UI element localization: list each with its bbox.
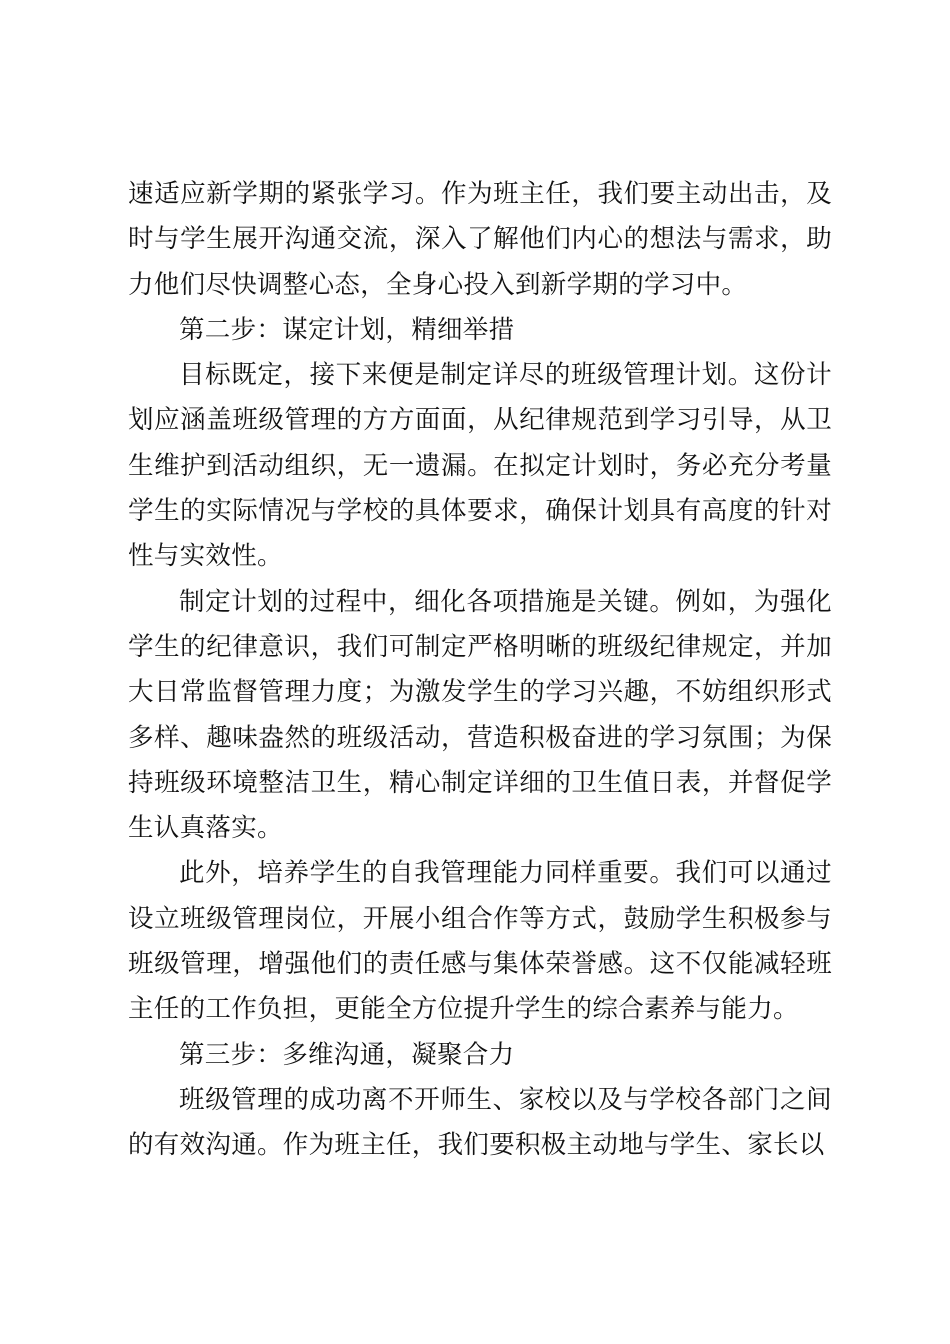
document-body — [128, 172, 832, 1169]
paragraph-continued: 速适应新学期的紧张学习。作为班主任，我们要主动出击，及时与学生展开沟通交流，深入了解他们内心的想法与需求，助力他们尽快调整心态，全身心投入到新学期的学习中。 — [128, 179, 832, 300]
paragraph: 制定计划的过程中，细化各项措施是关键。例如，为强化学生的纪律意识，我们可制定严格明晰的班级纪律规定，并加大日常监督管理力度；为激发学生的学习兴趣，不妨组织形式多样、趣味盎然的班级活动，营造积极奋进的学习氛围；为保持班级环境整洁卫生，精心制定详细的卫生值日表，并督促学生认真落实。 — [128, 586, 832, 844]
paragraph: 此外，培养学生的自我管理能力同样重要。我们可以通过设立班级管理岗位，开展小组合作等方式，鼓励学生积极参与班级管理，增强他们的责任感与集体荣誉感。这不仅能减轻班主任的工作负担，更能全方位提升学生的综合素养与能力。 — [128, 858, 832, 1025]
paragraph: 目标既定，接下来便是制定详尽的班级管理计划。这份计划应涵盖班级管理的方方面面，从纪律规范到学习引导，从卫生维护到活动组织，无一遗漏。在拟定计划时，务必充分考量学生的实际情况与学校的具体要求，确保计划具有高度的针对性与实效性。 — [128, 360, 832, 572]
section-heading-step-three: 第三步：多维沟通，凝聚合力 — [179, 1039, 515, 1070]
section-heading-step-two: 第二步：谋定计划，精细举措 — [179, 314, 515, 345]
paragraph: 班级管理的成功离不开师生、家校以及与学校各部门之间的有效沟通。作为班主任，我们要积极主动地与学生、家长以 — [128, 1084, 832, 1161]
